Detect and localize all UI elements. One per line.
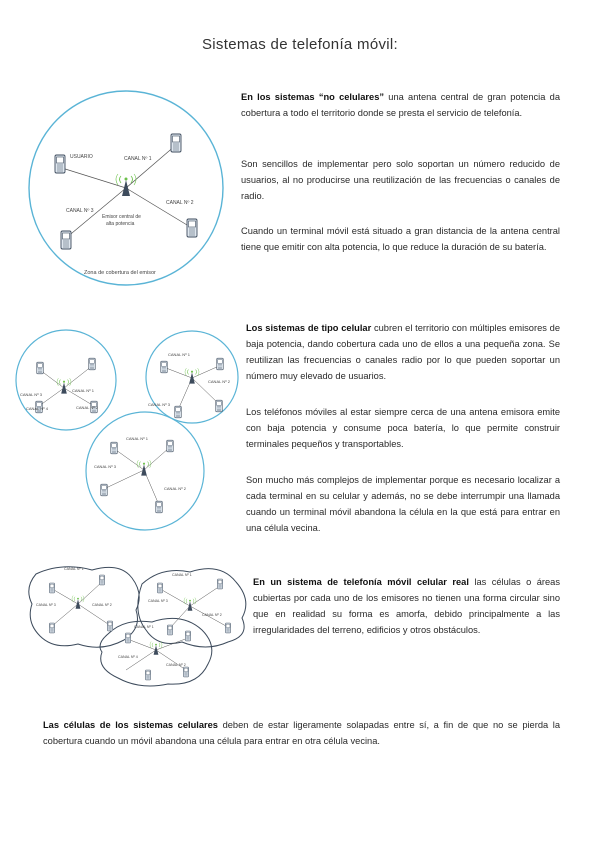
mobile-phone-icon [125, 633, 131, 643]
mobile-phone-icon [99, 575, 105, 585]
mobile-phone-icon [37, 362, 44, 374]
mobile-phone-icon [161, 361, 168, 373]
channel-label: CANAL Nº 1 [64, 567, 84, 571]
mobile-phone-icon [167, 440, 174, 452]
channel-1-label: CANAL Nº 1 [124, 156, 152, 162]
channel-label: CANAL Nº 2 [166, 663, 186, 667]
section-4-text: deben de estar ligeramente solapadas entre sí, a fin de que no se pierda la cobertura cuando un móvil abandona una célula para entrar en otra célula vecina. [43, 720, 561, 746]
channel-label: CANAL Nº 2 [208, 379, 230, 384]
section-3-paragraph-1 [253, 574, 560, 638]
mobile-phone-icon [225, 623, 231, 633]
section-1-paragraph-2: Son sencillos de implementar pero solo soportan un número reducido de usuarios, al no producirse una reutilización de las frecuencias o canales de radio. [241, 159, 560, 201]
mobile-phone-icon [175, 406, 182, 418]
mobile-phone-icon [89, 358, 96, 370]
section-3-text: las células o áreas cubiertas por cada uno de los emisores no tienen una forma circular sino que en realidad su forma es amorfa, debido principalmente a las irregularidades del terreno, edificios y otros obstáculos. [253, 577, 560, 635]
antenna-label-line2: alta potencia [106, 221, 135, 227]
non-cellular-diagram [26, 88, 226, 288]
mobile-phone-icon [49, 623, 55, 633]
section-2-paragraph-1 [246, 320, 560, 384]
channel-label: CANAL Nº 1 [126, 436, 148, 441]
antenna-label-line1: Emisor central de [102, 214, 141, 220]
mobile-phone-icon [55, 155, 65, 173]
mobile-phone-icon [145, 670, 151, 680]
section-1-paragraph-1 [241, 89, 560, 121]
channel-label: CANAL Nº 3 [148, 599, 168, 603]
channel-label: CANAL Nº 3 [20, 392, 42, 397]
channel-label: CANAL Nº 3 [36, 603, 56, 607]
antenna-icon [184, 598, 196, 611]
mobile-phone-icon [61, 231, 71, 249]
section-2-text: cubren el territorio con múltiples emisores de baja potencia, dando cobertura cada uno de ellos a una pequeña zona. Se reutilizan las frecuencias o canales radio por lo que pueden soportar un número muy elevado de usuarios. [246, 323, 560, 381]
mobile-phone-icon [111, 442, 118, 454]
mobile-phone-icon [107, 621, 113, 631]
channel-label: CANAL Nº 3 [94, 464, 116, 469]
mobile-phone-icon [183, 667, 189, 677]
channel-3-label: CANAL Nº 3 [66, 208, 94, 214]
mobile-phone-icon [217, 358, 224, 370]
cellular-diagram [14, 330, 244, 545]
mobile-phone-icon [167, 625, 173, 635]
section-4-bold: Las células de los sistemas celulares [43, 720, 218, 730]
mobile-phone-icon [216, 400, 223, 412]
section-1-text: una antena central de gran potencia da cobertura a todo el territorio donde se presta el servicio de telefonía. [241, 92, 560, 118]
zone-label: Zona de cobertura del emisor [84, 270, 156, 276]
channel-label: CANAL Nº 1 [134, 625, 154, 629]
channel-label: CANAL Nº 3 [148, 402, 170, 407]
antenna-icon [116, 174, 136, 196]
mobile-phone-icon [156, 501, 163, 513]
antenna-icon [137, 460, 151, 475]
mobile-phone-icon [171, 134, 181, 152]
channel-label: CANAL Nº 2 [202, 613, 222, 617]
channel-label: CANAL Nº 1 [168, 352, 190, 357]
section-2-bold: Los sistemas de tipo celular [246, 323, 372, 333]
section-2-paragraph-2: Los teléfonos móviles al estar siempre cerca de una antena emisora emite con baja potencia y consume poca batería, lo que permite construir terminales pequeños y transportables. [246, 407, 560, 449]
channel-label: CANAL Nº 1 [72, 388, 94, 393]
section-2-paragraph-3: Son mucho más complejos de implementar porque es necesario localizar a cada terminal en su celular y además, no se debe interrumpir una llamada cuando un terminal móvil abandona la célula en la que está para entrar en una célula vecina. [246, 475, 560, 533]
mobile-phone-icon [187, 219, 197, 237]
section-1-bold: En los sistemas “no celulares” [241, 92, 385, 102]
channel-label: CANAL Nº 2 [92, 603, 112, 607]
channel-2-label: CANAL Nº 2 [166, 200, 194, 206]
channel-label: CANAL Nº 4 [118, 655, 138, 659]
channel-label: CANAL Nº 2 [76, 405, 98, 410]
page-title: Sistemas de telefonía móvil: [202, 36, 398, 53]
section-4-paragraph-1 [43, 717, 560, 749]
mobile-phone-icon [185, 631, 191, 641]
section-1-paragraph-3: Cuando un terminal móvil está situado a gran distancia de la antena central tiene que emitir con alta potencia, lo que reduce la duración de su batería. [241, 226, 560, 252]
mobile-phone-icon [49, 583, 55, 593]
mobile-phone-icon [101, 484, 108, 496]
mobile-phone-icon [157, 583, 163, 593]
mobile-phone-icon [217, 579, 223, 589]
channel-label: CANAL Nº 1 [172, 573, 192, 577]
channel-label: CANAL Nº 4 [26, 406, 48, 411]
section-3-bold: En un sistema de telefonía móvil celular real [253, 577, 469, 587]
channel-label: CANAL Nº 2 [164, 486, 186, 491]
real-cellular-diagram [22, 560, 260, 690]
user-label: USUARIO [70, 154, 93, 160]
